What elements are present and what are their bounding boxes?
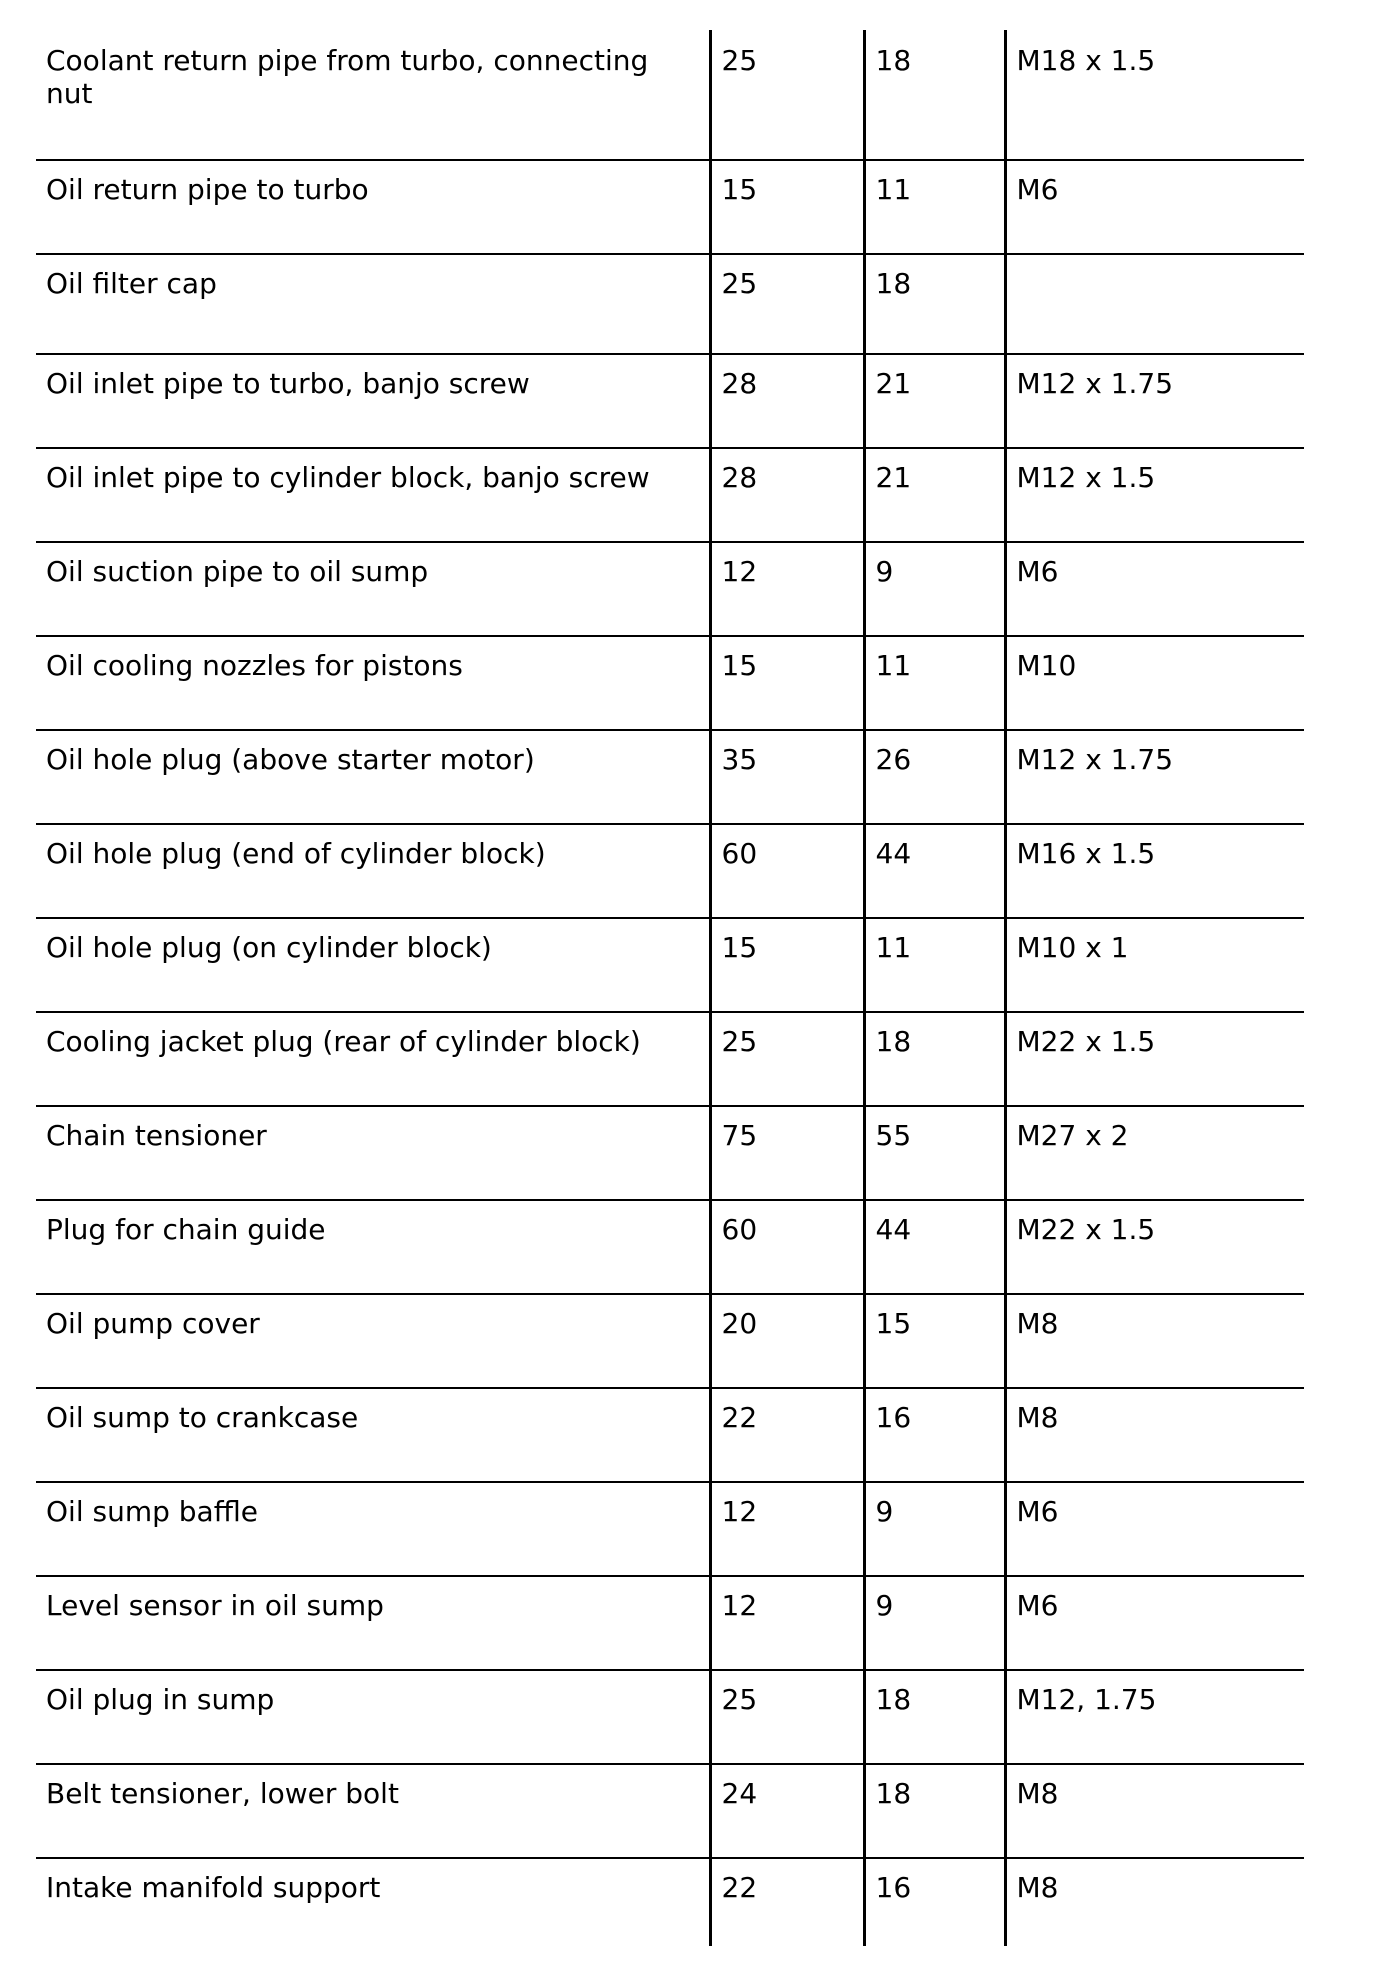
torque-lbf-ft-cell: 11: [864, 918, 1005, 1012]
table-row: [36, 1012, 1304, 1106]
table-row: [36, 1858, 1304, 1946]
table-row: [36, 1200, 1304, 1294]
component-cell: Oil hole plug (on cylinder block): [36, 918, 710, 1012]
torque-nm-cell: 25: [710, 254, 864, 354]
torque-nm-cell: 12: [710, 1482, 864, 1576]
component-cell: Intake manifold support: [46, 1871, 381, 1904]
torque-lbf-ft-cell: 9: [864, 1576, 1005, 1670]
component-cell: Oil cooling nozzles for pistons: [36, 636, 710, 730]
table-row: [36, 254, 1304, 354]
thread-size-cell: M22 x 1.5: [1005, 1200, 1304, 1294]
torque-nm-cell: 22: [710, 1858, 864, 1946]
component-cell: Cooling jacket plug (rear of cylinder block): [36, 1012, 710, 1106]
torque-lbf-ft-cell: 15: [864, 1294, 1005, 1388]
thread-size-cell: M6: [1005, 160, 1304, 254]
torque-nm-cell: 35: [710, 730, 864, 824]
table-row: [36, 636, 1304, 730]
torque-lbf-ft-cell: 18: [864, 1764, 1005, 1858]
table-row: [36, 1482, 1304, 1576]
component-cell: Oil hole plug (end of cylinder block): [36, 824, 710, 918]
torque-table: [36, 30, 1304, 1946]
torque-lbf-ft-cell: 44: [864, 824, 1005, 918]
torque-lbf-ft-cell: 26: [864, 730, 1005, 824]
thread-size-cell: M8: [1005, 1764, 1304, 1858]
table-row: [36, 918, 1304, 1012]
thread-size-cell: M10 x 1: [1005, 918, 1304, 1012]
torque-nm-cell: 25: [710, 1670, 864, 1764]
torque-nm-cell: 28: [710, 354, 864, 448]
thread-size-cell: M16 x 1.5: [1005, 824, 1304, 918]
torque-lbf-ft-cell: 55: [864, 1106, 1005, 1200]
component-cell: Oil pump cover: [36, 1294, 710, 1388]
table-row: [36, 1576, 1304, 1670]
table-row: [36, 730, 1304, 824]
torque-nm-cell: 12: [710, 1576, 864, 1670]
component-cell: Oil filter cap: [36, 254, 710, 354]
thread-size-cell: M12 x 1.75: [1005, 730, 1304, 824]
component-cell: Oil inlet pipe to turbo, banjo screw: [36, 354, 710, 448]
thread-size-cell: M8: [1005, 1858, 1304, 1946]
table-row: [36, 1294, 1304, 1388]
torque-lbf-ft-cell: 16: [864, 1858, 1005, 1946]
thread-size-cell: M12 x 1.5: [1005, 448, 1304, 542]
torque-nm-cell: 12: [710, 542, 864, 636]
thread-size-cell: M6: [1005, 542, 1304, 636]
table-row: [36, 1670, 1304, 1764]
torque-lbf-ft-cell: 18: [864, 1012, 1005, 1106]
thread-size-cell: M8: [1005, 1294, 1304, 1388]
torque-lbf-ft-cell: 21: [864, 448, 1005, 542]
torque-table-body: [36, 30, 1304, 1946]
table-row: [36, 1764, 1304, 1858]
thread-size-cell: M6: [1005, 1576, 1304, 1670]
component-cell: Oil sump to crankcase: [36, 1388, 710, 1482]
component-cell: Level sensor in oil sump: [36, 1576, 710, 1670]
thread-size-cell: M6: [1005, 1482, 1304, 1576]
torque-lbf-ft-cell: 11: [864, 636, 1005, 730]
torque-nm-cell: 60: [710, 1200, 864, 1294]
component-cell: Oil inlet pipe to cylinder block, banjo screw: [36, 448, 710, 542]
torque-lbf-ft-cell: 18: [864, 30, 1005, 160]
table-row: [36, 354, 1304, 448]
table-row: [36, 824, 1304, 918]
torque-nm-cell: 15: [710, 160, 864, 254]
table-row: [36, 160, 1304, 254]
component-cell: Plug for chain guide: [36, 1200, 710, 1294]
table-row: [36, 1388, 1304, 1482]
component-cell: Oil hole plug (above starter motor): [36, 730, 710, 824]
torque-lbf-ft-cell: 21: [864, 354, 1005, 448]
torque-nm-cell: 75: [710, 1106, 864, 1200]
component-cell: Oil return pipe to turbo: [36, 160, 710, 254]
component-cell: Belt tensioner, lower bolt: [36, 1764, 710, 1858]
thread-size-cell: M27 x 2: [1005, 1106, 1304, 1200]
table-row: [36, 30, 1304, 160]
torque-nm-cell: 28: [710, 448, 864, 542]
torque-lbf-ft-cell: 16: [864, 1388, 1005, 1482]
table-row: [36, 542, 1304, 636]
thread-size-cell: M12 x 1.75: [1005, 354, 1304, 448]
component-cell: Coolant return pipe from turbo, connecting nut: [36, 30, 710, 160]
torque-lbf-ft-cell: 44: [864, 1200, 1005, 1294]
torque-nm-cell: 25: [710, 1012, 864, 1106]
thread-size-cell: M22 x 1.5: [1005, 1012, 1304, 1106]
torque-lbf-ft-cell: 9: [864, 542, 1005, 636]
component-cell: Chain tensioner: [36, 1106, 710, 1200]
torque-nm-cell: 15: [710, 636, 864, 730]
component-cell: Oil sump baffle: [36, 1482, 710, 1576]
thread-size-cell: [1005, 254, 1304, 354]
torque-lbf-ft-cell: 18: [864, 1670, 1005, 1764]
thread-size-cell: M8: [1005, 1388, 1304, 1482]
table-row: [36, 1106, 1304, 1200]
torque-nm-cell: 24: [710, 1764, 864, 1858]
component-cell: Oil suction pipe to oil sump: [36, 542, 710, 636]
thread-size-cell: M12, 1.75: [1005, 1670, 1304, 1764]
torque-nm-cell: 22: [710, 1388, 864, 1482]
torque-lbf-ft-cell: 18: [864, 254, 1005, 354]
thread-size-cell: M10: [1005, 636, 1304, 730]
torque-lbf-ft-cell: 11: [864, 160, 1005, 254]
torque-nm-cell: 20: [710, 1294, 864, 1388]
torque-nm-cell: 15: [710, 918, 864, 1012]
component-cell: Oil plug in sump: [36, 1670, 710, 1764]
torque-nm-cell: 60: [710, 824, 864, 918]
thread-size-cell: M18 x 1.5: [1005, 30, 1304, 160]
torque-nm-cell: 25: [710, 30, 864, 160]
torque-lbf-ft-cell: 9: [864, 1482, 1005, 1576]
table-row: [36, 448, 1304, 542]
